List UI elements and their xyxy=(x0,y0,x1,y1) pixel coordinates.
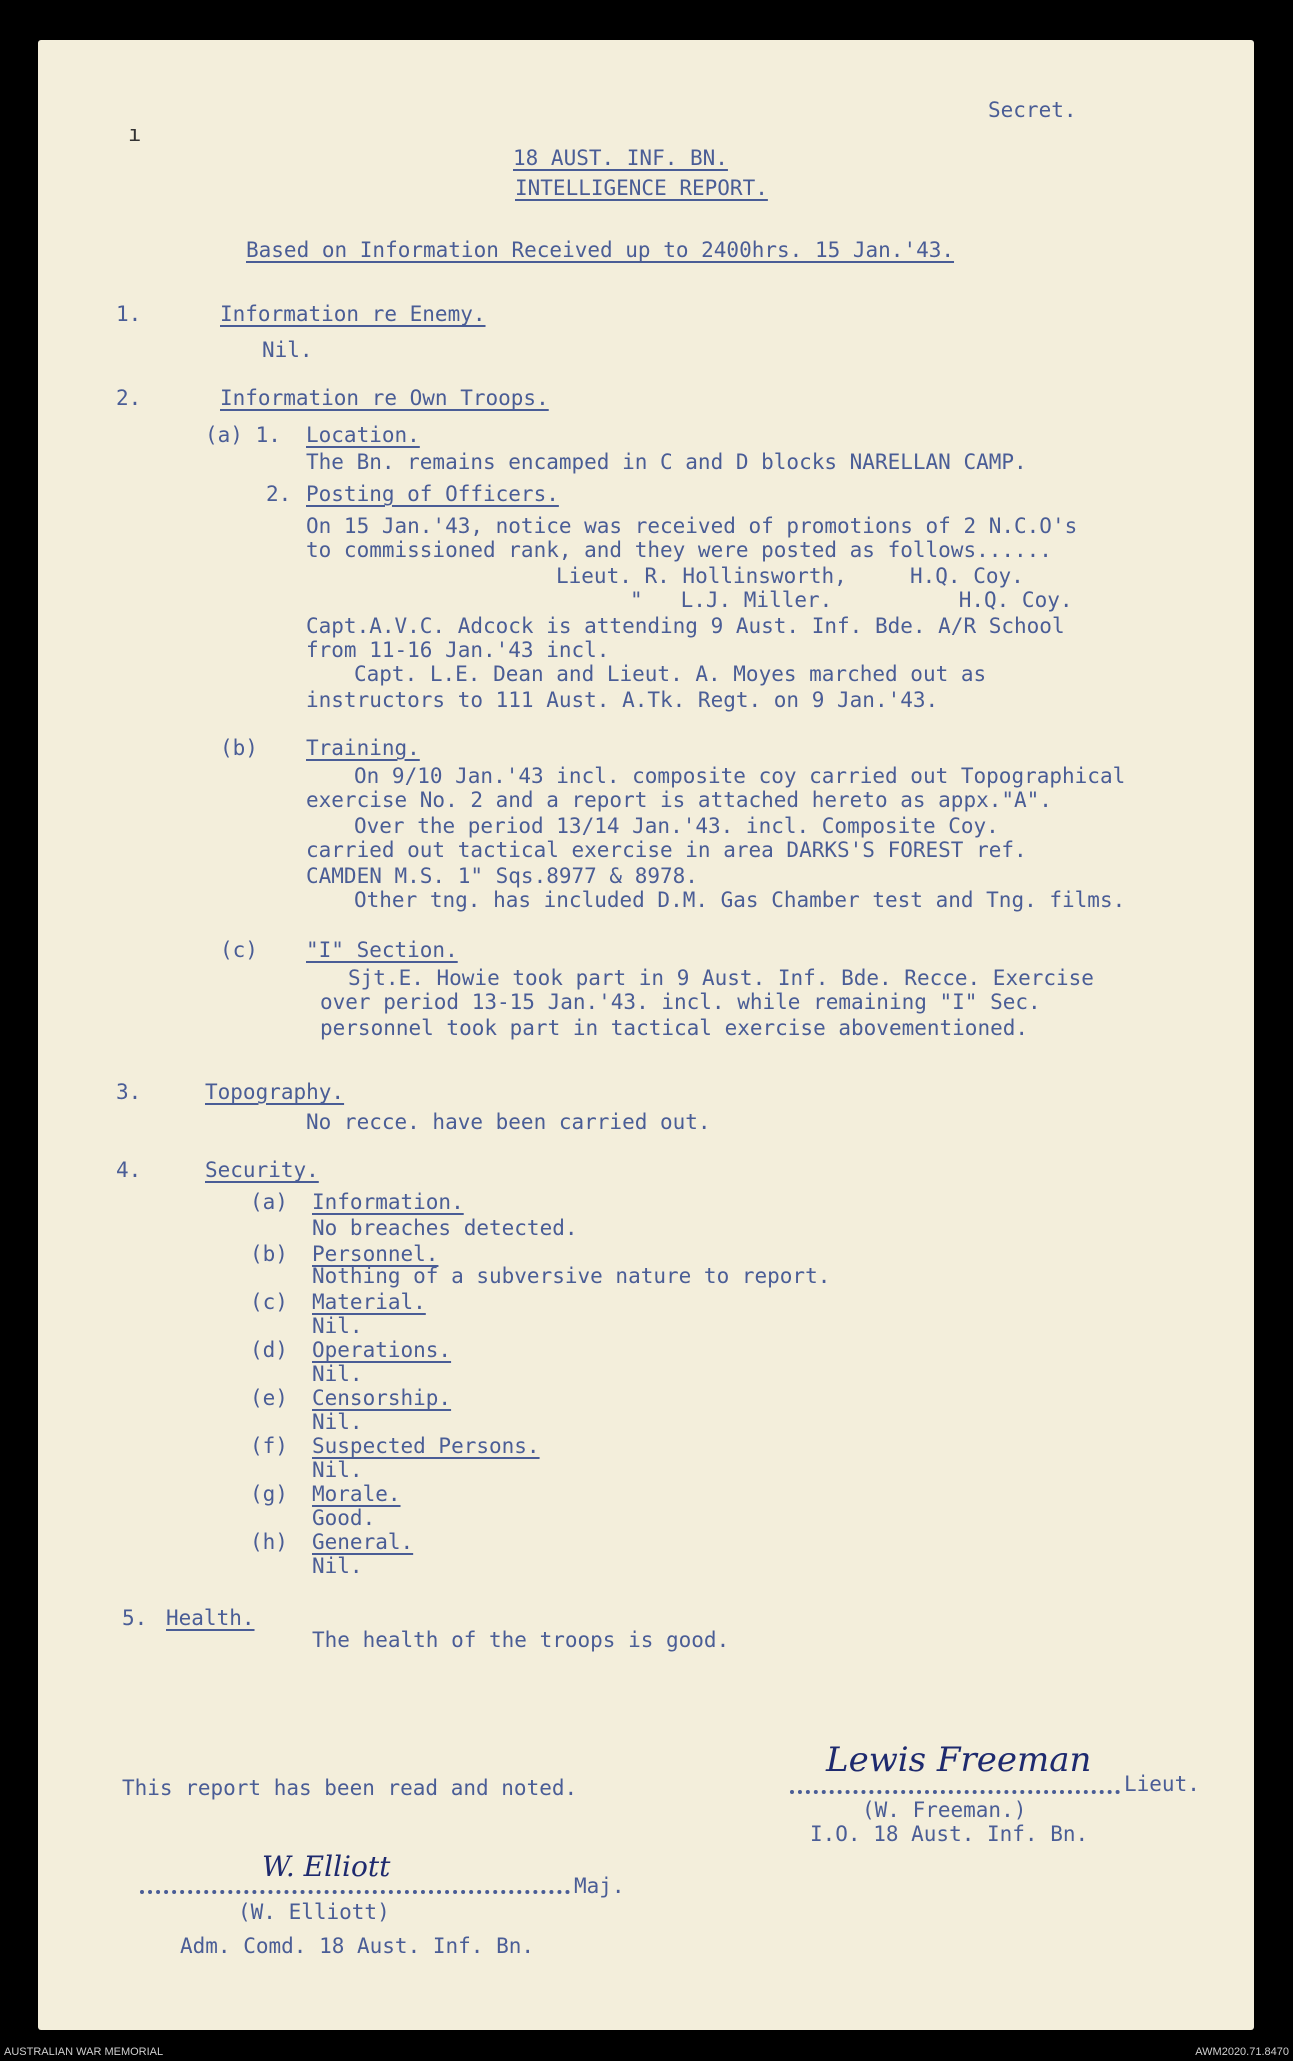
security-item-heading: Information. xyxy=(312,1190,464,1214)
based-on-line: Based on Information Received up to 2400hrs. 15 Jan.'43. xyxy=(246,238,955,262)
training-line: Over the period 13/14 Jan.'43. incl. Composite Coy. xyxy=(354,814,999,838)
location-heading: Location. xyxy=(306,423,420,447)
margin-mark: ı xyxy=(128,122,142,147)
io-signature-line xyxy=(790,1790,1120,1798)
footer-accession-number: AWM2020.71.8470 xyxy=(1195,2046,1289,2058)
isection-line: Sjt.E. Howie took part in 9 Aust. Inf. Bde. Recce. Exercise xyxy=(348,966,1094,990)
isection-line: over period 13-15 Jan.'43. incl. while remaining "I" Sec. xyxy=(320,990,1041,1014)
isection-line: personnel took part in tactical exercise abovementioned. xyxy=(320,1016,1029,1040)
footer-institution: AUSTRALIAN WAR MEMORIAL xyxy=(4,2046,164,2058)
security-item-text: Nothing of a subversive nature to report. xyxy=(312,1264,831,1288)
security-item-text: Nil. xyxy=(312,1554,363,1578)
security-item-label: (f) xyxy=(250,1434,288,1458)
security-item-heading: Material. xyxy=(312,1290,426,1314)
io-name: (W. Freeman.) xyxy=(862,1798,1027,1822)
security-item-label: (c) xyxy=(250,1290,288,1314)
security-item-text: No breaches detected. xyxy=(312,1216,578,1240)
security-item-heading: Operations. xyxy=(312,1338,452,1362)
posting-line: On 15 Jan.'43, notice was received of promotions of 2 N.C.O's xyxy=(306,514,1078,538)
posting-line: Capt. L.E. Dean and Lieut. A. Moyes marched out as xyxy=(354,662,987,686)
isection-heading: "I" Section. xyxy=(306,938,458,962)
security-item-label: (g) xyxy=(250,1482,288,1506)
training-line: carried out tactical exercise in area DARKS'S FOREST ref. xyxy=(306,838,1027,862)
training-line: Other tng. has included D.M. Gas Chamber test and Tng. films. xyxy=(354,888,1126,912)
read-and-noted-line: This report has been read and noted. xyxy=(122,1776,578,1800)
training-line: On 9/10 Jan.'43 incl. composite coy carried out Topographical xyxy=(354,764,1126,788)
section-3-heading: Topography. xyxy=(205,1080,345,1104)
section-1-text: Nil. xyxy=(262,338,313,362)
section-5-number: 5. xyxy=(122,1606,148,1630)
io-signature: Lewis Freeman xyxy=(826,1740,1092,1780)
cmd-rank: Maj. xyxy=(574,1874,625,1898)
section-2-heading: Information re Own Troops. xyxy=(220,386,549,410)
section-1-number: 1. xyxy=(116,302,142,326)
unit-heading: 18 AUST. INF. BN. xyxy=(513,146,728,170)
section-2-number: 2. xyxy=(116,386,142,410)
cmd-signature: W. Elliott xyxy=(262,1850,391,1883)
security-item-label: (d) xyxy=(250,1338,288,1362)
security-item-text: Nil. xyxy=(312,1410,363,1434)
subsection-b-label: (b) xyxy=(220,736,258,760)
security-item-label: (b) xyxy=(250,1242,288,1266)
subsection-a-label: (a) 1. xyxy=(205,423,281,447)
security-item-heading: Suspected Persons. xyxy=(312,1434,540,1458)
io-rank: Lieut. xyxy=(1124,1772,1200,1796)
subsection-c-label: (c) xyxy=(220,938,258,962)
security-item-label: (e) xyxy=(250,1386,288,1410)
section-5-heading: Health. xyxy=(166,1606,255,1630)
posting-line: instructors to 111 Aust. A.Tk. Regt. on 9 Jan.'43. xyxy=(306,688,939,712)
cmd-appointment: Adm. Comd. 18 Aust. Inf. Bn. xyxy=(180,1934,535,1958)
posting-line: from 11-16 Jan.'43 incl. xyxy=(306,638,610,662)
security-item-label: (a) xyxy=(250,1190,288,1214)
security-item-heading: Morale. xyxy=(312,1482,401,1506)
posting-number: 2. xyxy=(266,482,292,506)
report-title: INTELLIGENCE REPORT. xyxy=(515,176,768,200)
security-item-heading: Personnel. xyxy=(312,1242,439,1266)
security-item-heading: Censorship. xyxy=(312,1386,452,1410)
section-4-number: 4. xyxy=(116,1158,142,1182)
section-3-number: 3. xyxy=(116,1080,142,1104)
training-heading: Training. xyxy=(306,736,420,760)
cmd-name: (W. Elliott) xyxy=(238,1900,390,1924)
section-4-heading: Security. xyxy=(205,1158,319,1182)
security-item-label: (h) xyxy=(250,1530,288,1554)
section-3-text: No recce. have been carried out. xyxy=(306,1110,711,1134)
cmd-signature-line xyxy=(140,1890,570,1898)
section-5-text: The health of the troops is good. xyxy=(312,1628,730,1652)
posting-line: Lieut. R. Hollinsworth, H.Q. Coy. xyxy=(556,564,1024,588)
section-1-heading: Information re Enemy. xyxy=(220,302,486,326)
training-line: exercise No. 2 and a report is attached hereto as appx."A". xyxy=(306,788,1052,812)
posting-heading: Posting of Officers. xyxy=(306,482,559,506)
classification-label: Secret. xyxy=(988,98,1077,122)
location-text: The Bn. remains encamped in C and D blocks NARELLAN CAMP. xyxy=(306,450,1027,474)
training-line: CAMDEN M.S. 1" Sqs.8977 & 8978. xyxy=(306,864,698,888)
posting-line: Capt.A.V.C. Adcock is attending 9 Aust. Inf. Bde. A/R School xyxy=(306,614,1065,638)
posting-line: " L.J. Miller. H.Q. Coy. xyxy=(630,588,1073,612)
security-item-text: Nil. xyxy=(312,1458,363,1482)
security-item-heading: General. xyxy=(312,1530,414,1554)
io-appointment: I.O. 18 Aust. Inf. Bn. xyxy=(810,1822,1089,1846)
security-item-text: Nil. xyxy=(312,1314,363,1338)
posting-line: to commissioned rank, and they were posted as follows...... xyxy=(306,538,1052,562)
security-item-text: Nil. xyxy=(312,1362,363,1386)
security-item-text: Good. xyxy=(312,1506,376,1530)
